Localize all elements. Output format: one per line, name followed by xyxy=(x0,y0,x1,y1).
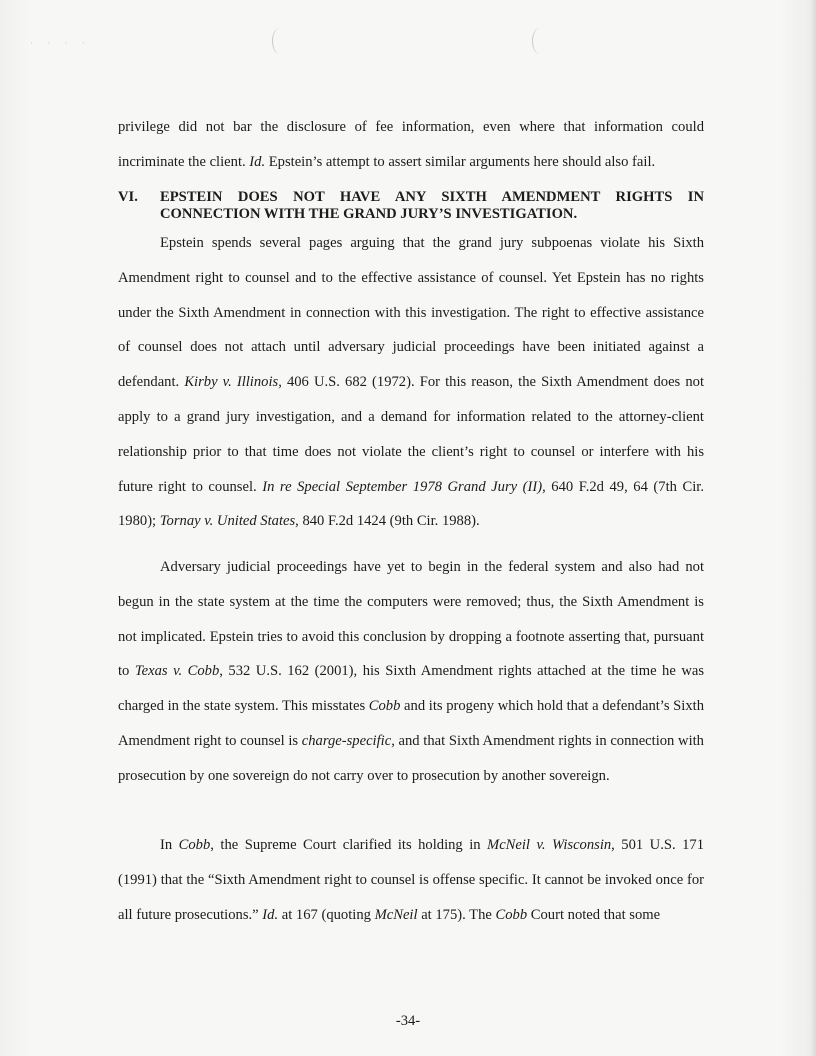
paragraph-cobb xyxy=(118,828,704,932)
case-citation: McNeil xyxy=(374,906,418,923)
text-run: Adversary judicial proceedings have yet to begin in the federal system and also had not begun in the state system at the time the computers were removed; thus, the Sixth Amendment is not implicated. Epstein tries to avoid this conclusion by dropping a footnote asserting that, pursuant to xyxy=(118,559,704,680)
case-citation: Cobb xyxy=(178,837,211,853)
citation-id: Id. xyxy=(249,153,266,170)
case-citation: McNeil v. Wisconsin xyxy=(487,837,612,853)
punch-hole-mark xyxy=(532,28,547,54)
text-run: and its progeny which hold that a defendant’s Sixth Amendment right to counsel is xyxy=(118,698,704,749)
text-run: , the Supreme Court clarified its holding in xyxy=(210,837,488,853)
case-citation: Kirby v. Illinois xyxy=(184,374,279,391)
section-heading xyxy=(118,189,704,223)
text-run: Epstein spends several pages arguing that the grand jury subpoenas violate his Sixth Amendment right to counsel and to the effective assistance of counsel. Yet Epstein has no rights under the Sixth Amendment in connection with this investigation. The right to effective assistance of counsel does not attach until adversary judicial proceedings have been initiated against a defendant. xyxy=(118,235,704,391)
text-run: In xyxy=(160,837,179,853)
case-citation: Tornay v. United States xyxy=(159,513,296,530)
section-title: EPSTEIN DOES NOT HAVE ANY SIXTH AMENDMENT RIGHTS IN CONNECTION WITH THE GRAND JURY’S INVESTIGATION. xyxy=(160,189,704,222)
section-number: VI. xyxy=(118,189,138,205)
case-citation: Cobb xyxy=(368,698,401,715)
case-citation: Texas v. Cobb xyxy=(134,663,220,680)
text-run: , 501 U.S. 171 (1991) that the “Sixth Amendment right to counsel is offense specific. It cannot be invoked once for all future prosecutions.” xyxy=(118,837,704,923)
continuation-paragraph xyxy=(118,110,704,180)
page-edge-shadow xyxy=(810,0,816,1056)
text-run: , 840 F.2d 1424 (9th Cir. 1988). xyxy=(295,513,480,530)
punch-hole-mark xyxy=(272,28,287,54)
citation-id: Id. xyxy=(262,906,279,923)
text-run: Epstein’s attempt to assert similar arguments here should also fail. xyxy=(265,153,656,170)
text-run: , and that Sixth Amendment rights in connection with prosecution by one sovereign do not carry over to prosecution by another sovereign. xyxy=(118,732,704,784)
text-run: Court noted that some xyxy=(527,906,661,923)
case-citation: In re Special September 1978 Grand Jury (II) xyxy=(262,478,543,495)
text-run: at 175). The xyxy=(417,906,496,923)
scan-specks: · · · · xyxy=(30,38,91,48)
emphasis: charge-specific xyxy=(301,732,392,749)
text-run: , 640 F.2d 49, 64 (7th Cir. 1980); xyxy=(118,478,704,530)
case-citation: Cobb xyxy=(495,906,528,923)
text-run: , 406 U.S. 682 (1972). For this reason, the Sixth Amendment does not apply to a grand jury investigation, and a demand for information related to the attorney-client relationship prior to that time does not violate the client’s right to counsel or interfere with his future right to counsel. xyxy=(118,374,704,495)
paragraph-sixth-amendment xyxy=(118,226,704,539)
text-run: privilege did not bar the disclosure of fee information, even where that information could incriminate the client. xyxy=(118,119,704,170)
text-run: , 532 U.S. 162 (2001), his Sixth Amendment rights attached at the time he was charged in the state system. This misstates xyxy=(118,663,705,715)
paragraph-adversary-proceedings xyxy=(118,550,704,794)
page-number: -34- xyxy=(395,1013,421,1029)
text-run: at 167 (quoting xyxy=(278,906,375,923)
